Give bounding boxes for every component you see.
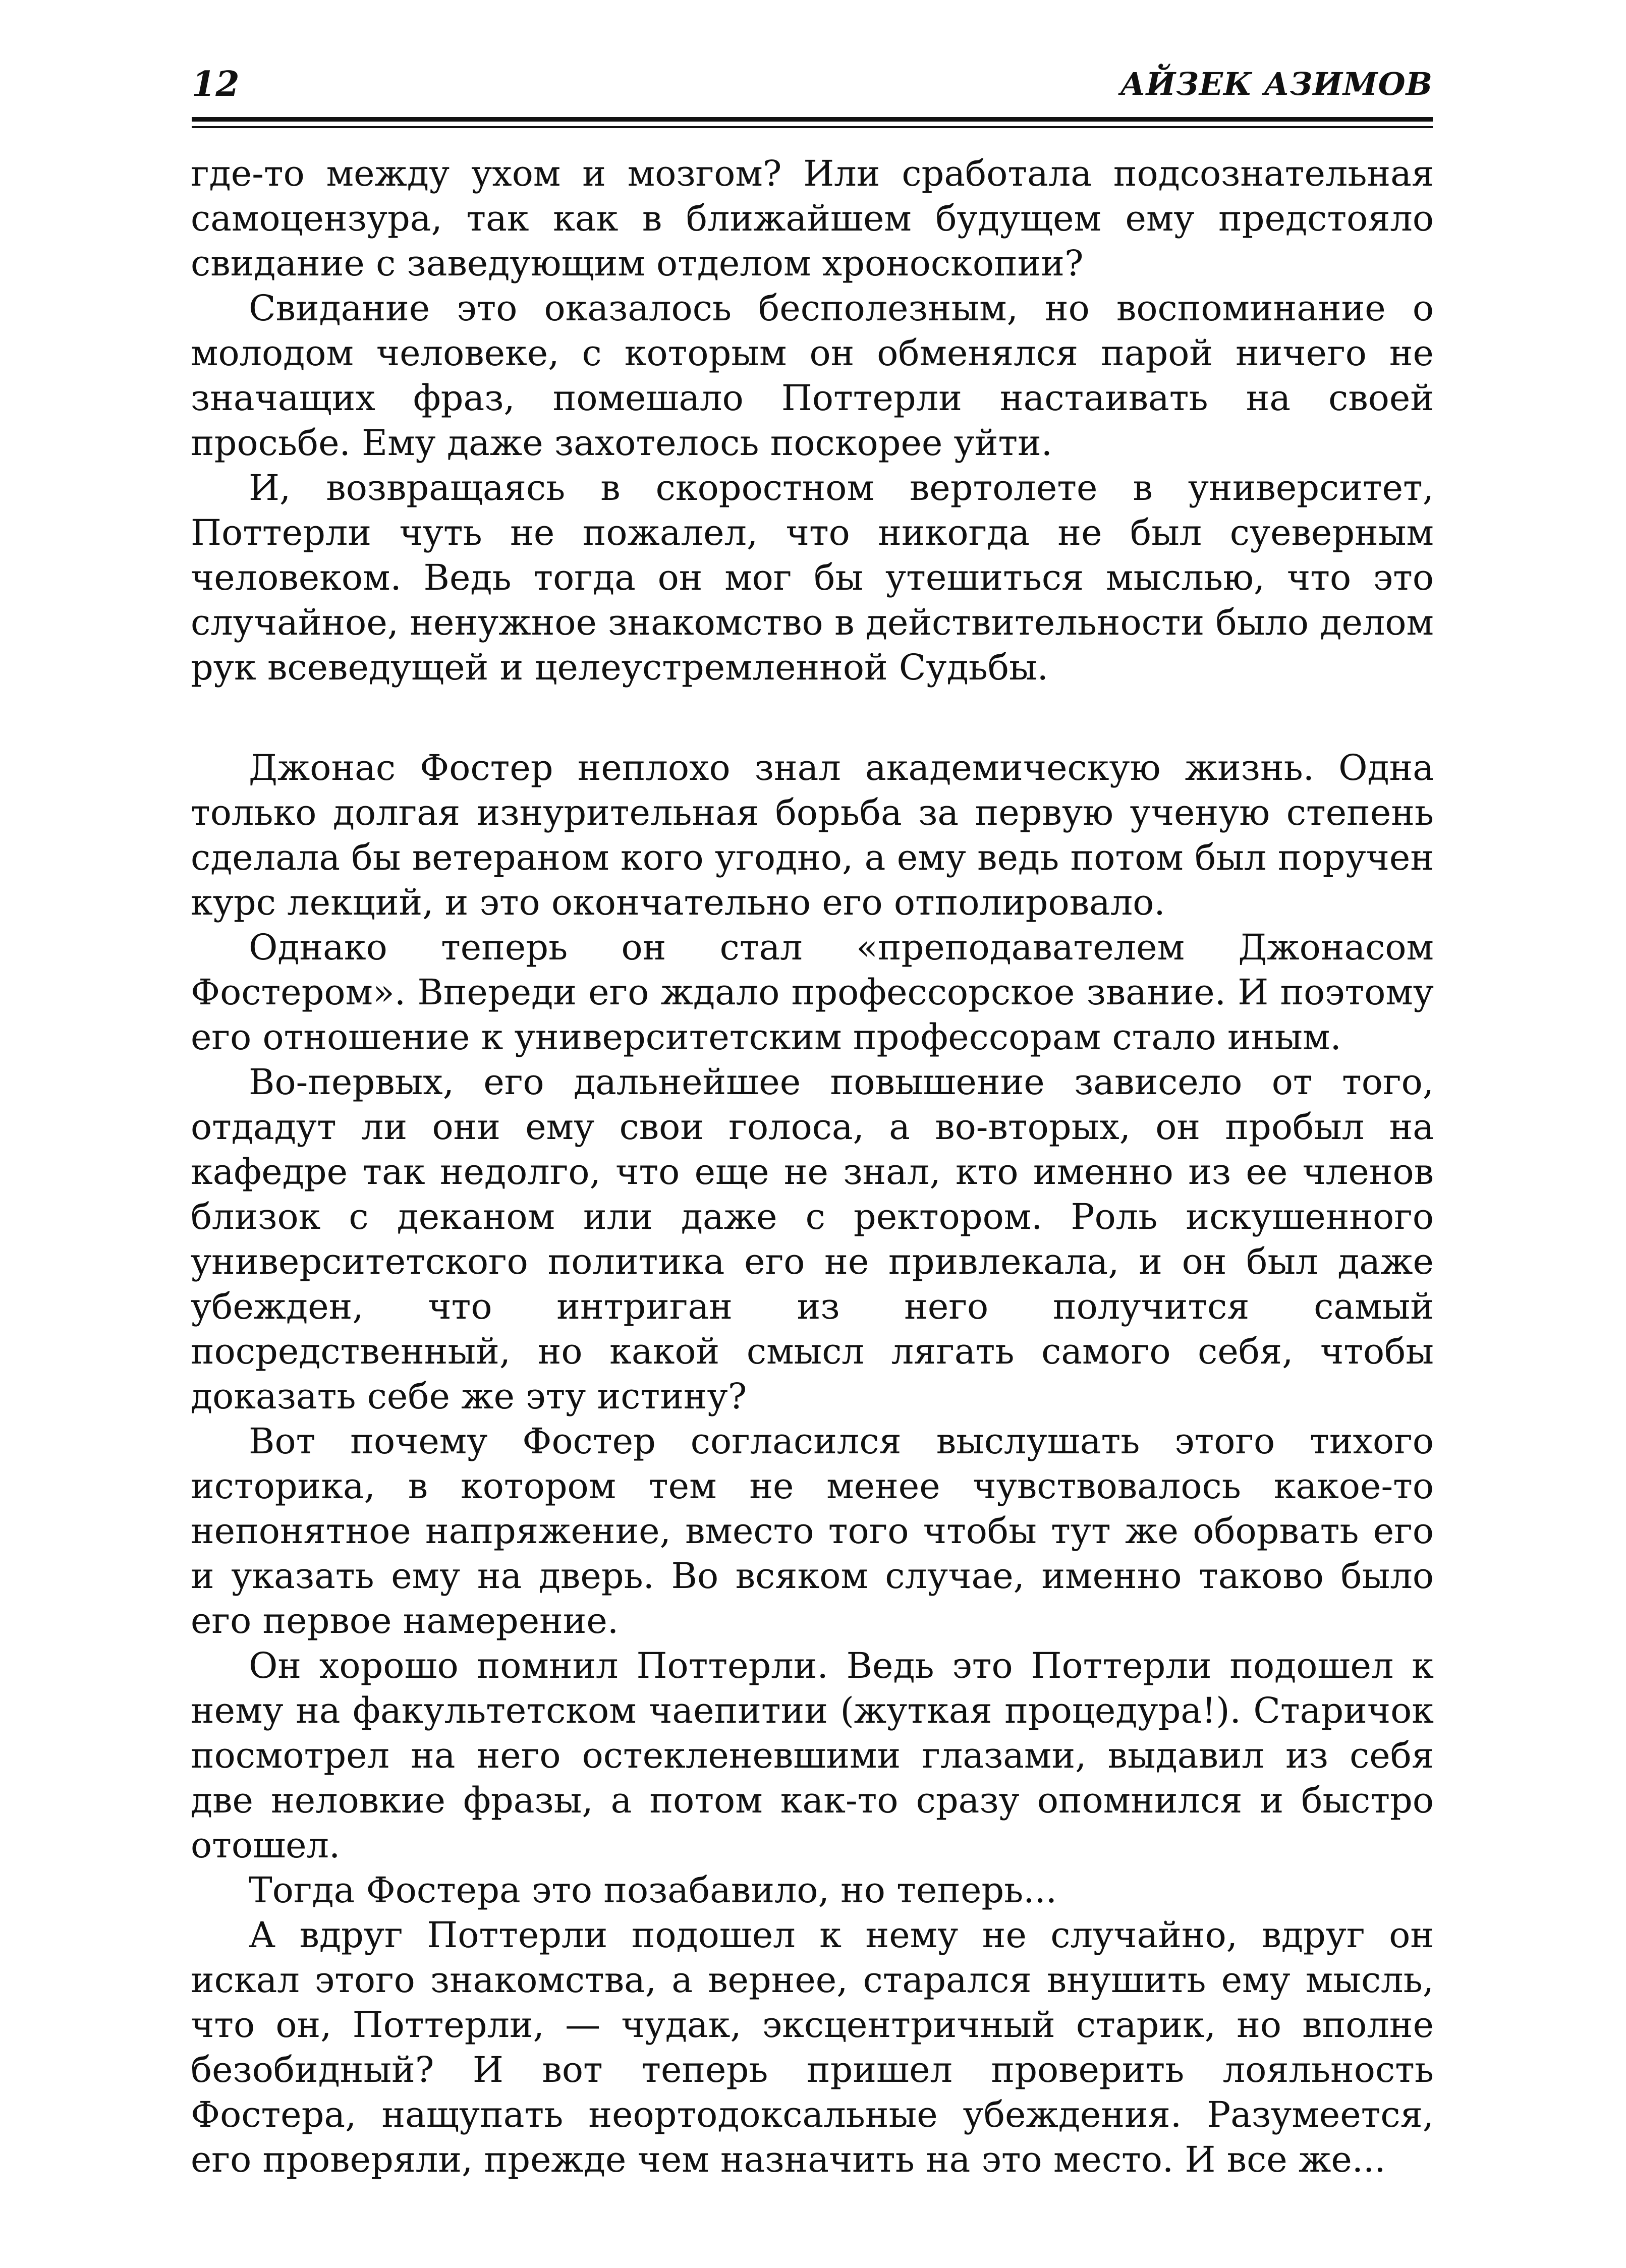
- page-number: 12: [192, 64, 240, 104]
- header-rule-thick: [192, 117, 1433, 122]
- paragraph: Свидание это оказалось бесполезным, но воспоминание о молодом человеке, с которым он обменялся парой ничего не значащих фраз, помешало Поттерли настаивать на своей просьбе. Ему даже захотелось поскорее уйти.: [191, 288, 1434, 464]
- paragraph: Джонас Фостер неплохо знал академическую жизнь. Одна только долгая изнурительная борьба за первую ученую степень сделала бы ветераном кого угодно, а ему ведь потом был поручен курс лекций, и это окончательно его отполировало.: [191, 747, 1434, 923]
- paragraph: Он хорошо помнил Поттерли. Ведь это Поттерли подошел к нему на факультетском чаепитии (жуткая процедура!). Старичок посмотрел на него остекленевшими глазами, выдавил из себя две неловкие фразы, а потом как-то сразу опомнился и быстро отошел.: [191, 1645, 1434, 1866]
- paragraph: где-то между ухом и мозгом? Или сработала подсознательная самоцензура, так как в ближайшем будущем ему предстояло свидание с заведующим отделом хроноскопии?: [191, 153, 1434, 284]
- running-head: АЙЗЕК АЗИМОВ: [1120, 66, 1433, 102]
- paragraph: И, возвращаясь в скоростном вертолете в университет, Поттерли чуть не пожалел, что никогда не был суеверным человеком. Ведь тогда он мог бы утешиться мыслью, что это случайное, ненужное знакомство в действительности было делом рук всеведущей и целеустремленной Судьбы.: [191, 467, 1434, 688]
- body-text: [191, 151, 1434, 2182]
- paragraph: А вдруг Поттерли подошел к нему не случайно, вдруг он искал этого знакомства, а вернее, старался внушить ему мысль, что он, Поттерли, — чудак, эксцентричный старик, но вполне безобидный? И вот теперь пришел проверить лояльность Фостера, нащупать неортодоксальные убеждения. Разумеется, его проверяли, прежде чем назначить на это место. И все же...: [191, 1914, 1434, 2180]
- section-break: [191, 690, 1434, 746]
- header-rule-thin: [192, 126, 1433, 128]
- paragraph: Тогда Фостера это позабавило, но теперь...: [249, 1869, 1057, 1911]
- paragraph: Однако теперь он стал «преподавателем Джонасом Фостером». Впереди его ждало профессорское звание. И поэтому его отношение к университетским профессорам стало иным.: [191, 927, 1434, 1058]
- paragraph: Вот почему Фостер согласился выслушать этого тихого историка, в котором тем не менее чувствовалось какое-то непонятное напряжение, вместо того чтобы тут же оборвать его и указать ему на дверь. Во всяком случае, именно таково было его первое намерение.: [191, 1421, 1434, 1641]
- page-header: [192, 56, 1433, 112]
- paragraph: Во-первых, его дальнейшее повышение зависело от того, отдадут ли они ему свои голоса, а во-вторых, он пробыл на кафедре так недолго, что еще не знал, кто именно из ее членов близок с деканом или даже с ректором. Роль искушенного университетского политика его не привлекала, и он был даже убежден, что интриган из него получится самый посредственный, но какой смысл лягать самого себя, чтобы доказать себе же эту истину?: [191, 1061, 1434, 1417]
